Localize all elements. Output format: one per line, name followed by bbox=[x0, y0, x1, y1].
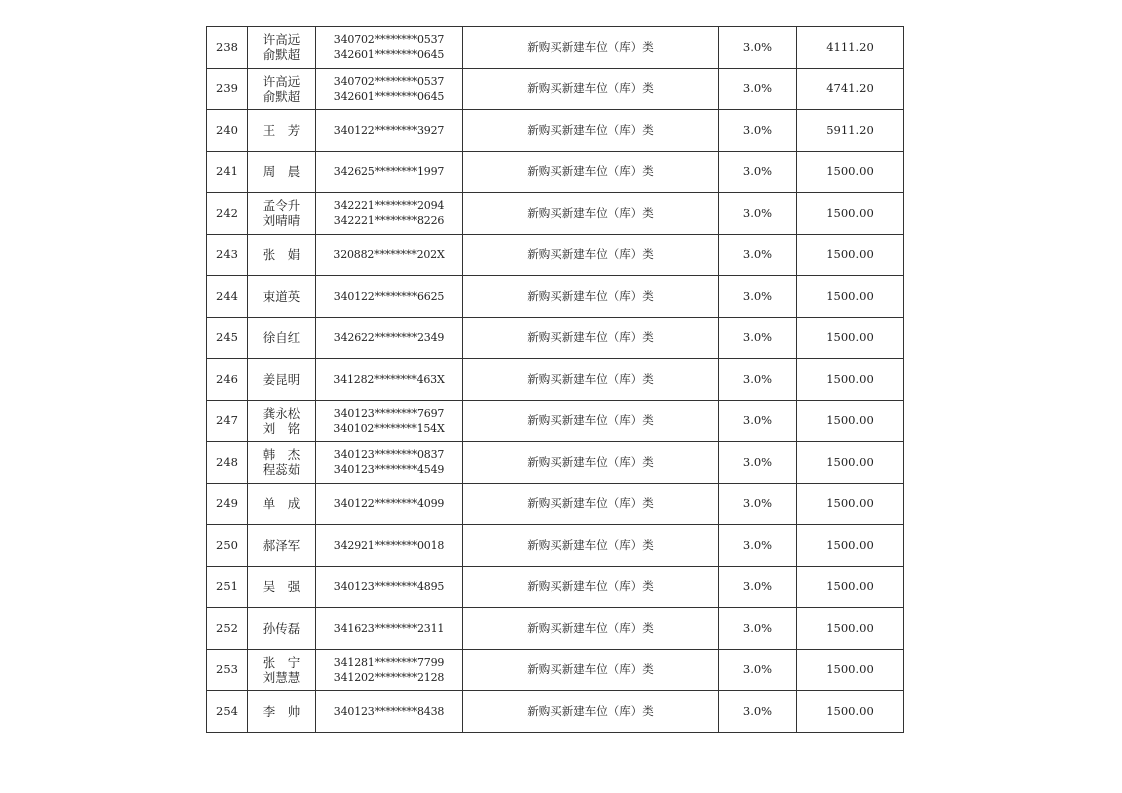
rate-cell: 3.0% bbox=[719, 649, 797, 691]
id-number: 340122********6625 bbox=[333, 289, 445, 303]
row-number-cell: 239 bbox=[207, 68, 248, 110]
id-number-cell bbox=[316, 110, 463, 152]
table-row bbox=[207, 442, 904, 484]
amount-cell: 1500.00 bbox=[797, 400, 904, 442]
id-number-cell bbox=[316, 359, 463, 401]
row-number-cell: 238 bbox=[207, 27, 248, 69]
applicant-name-cell bbox=[248, 151, 316, 193]
id-number: 342221********2094 bbox=[333, 199, 445, 213]
applicant-name: 张 娟 bbox=[262, 247, 301, 263]
row-number-cell: 244 bbox=[207, 276, 248, 318]
applicant-name-cell bbox=[248, 442, 316, 484]
rate-cell: 3.0% bbox=[719, 359, 797, 401]
amount-cell: 1500.00 bbox=[797, 151, 904, 193]
table-body bbox=[207, 27, 904, 733]
purchase-type-cell: 新购买新建车位（库）类 bbox=[463, 649, 719, 691]
id-number: 342601********0645 bbox=[333, 48, 445, 62]
row-number-cell: 249 bbox=[207, 483, 248, 525]
applicant-name: 俞默超 bbox=[262, 47, 301, 63]
applicant-name-cell bbox=[248, 27, 316, 69]
purchase-type-cell: 新购买新建车位（库）类 bbox=[463, 234, 719, 276]
applicant-name: 王 芳 bbox=[262, 122, 301, 138]
rate-cell: 3.0% bbox=[719, 691, 797, 733]
applicant-name: 郝泽军 bbox=[262, 537, 301, 553]
purchase-type-cell: 新购买新建车位（库）类 bbox=[463, 110, 719, 152]
table-row bbox=[207, 483, 904, 525]
applicant-name: 刘慧慧 bbox=[262, 669, 301, 685]
applicant-name-cell bbox=[248, 276, 316, 318]
rate-cell: 3.0% bbox=[719, 27, 797, 69]
purchase-type-cell: 新购买新建车位（库）类 bbox=[463, 525, 719, 567]
id-number: 340102********154X bbox=[333, 421, 445, 435]
purchase-type-cell: 新购买新建车位（库）类 bbox=[463, 276, 719, 318]
purchase-type-cell: 新购买新建车位（库）类 bbox=[463, 68, 719, 110]
table-row bbox=[207, 649, 904, 691]
row-number-cell: 242 bbox=[207, 193, 248, 235]
purchase-type-cell: 新购买新建车位（库）类 bbox=[463, 483, 719, 525]
id-number-cell bbox=[316, 151, 463, 193]
purchase-type-cell: 新购买新建车位（库）类 bbox=[463, 317, 719, 359]
row-number-cell: 253 bbox=[207, 649, 248, 691]
id-number: 340123********0837 bbox=[333, 448, 445, 462]
amount-cell: 4741.20 bbox=[797, 68, 904, 110]
rate-cell: 3.0% bbox=[719, 276, 797, 318]
table-row bbox=[207, 525, 904, 567]
applicant-name: 韩 杰 bbox=[262, 447, 301, 463]
rate-cell: 3.0% bbox=[719, 442, 797, 484]
applicant-name-cell bbox=[248, 566, 316, 608]
rate-cell: 3.0% bbox=[719, 608, 797, 650]
table-row bbox=[207, 400, 904, 442]
id-number: 340702********0537 bbox=[333, 33, 445, 47]
rate-cell: 3.0% bbox=[719, 317, 797, 359]
id-number-cell bbox=[316, 566, 463, 608]
purchase-type-cell: 新购买新建车位（库）类 bbox=[463, 400, 719, 442]
applicant-name: 刘 铭 bbox=[262, 420, 301, 436]
amount-cell: 1500.00 bbox=[797, 649, 904, 691]
table-row bbox=[207, 68, 904, 110]
amount-cell: 1500.00 bbox=[797, 442, 904, 484]
amount-cell: 1500.00 bbox=[797, 483, 904, 525]
id-number: 340122********4099 bbox=[333, 497, 445, 511]
applicant-name: 龚永松 bbox=[262, 405, 301, 421]
purchase-type-cell: 新购买新建车位（库）类 bbox=[463, 691, 719, 733]
id-number: 320882********202X bbox=[333, 248, 445, 262]
id-number-cell bbox=[316, 400, 463, 442]
table-row bbox=[207, 234, 904, 276]
id-number-cell bbox=[316, 234, 463, 276]
applicant-name: 单 成 bbox=[262, 496, 301, 512]
table-row bbox=[207, 566, 904, 608]
rate-cell: 3.0% bbox=[719, 234, 797, 276]
table-row bbox=[207, 359, 904, 401]
row-number-cell: 250 bbox=[207, 525, 248, 567]
subsidy-table bbox=[206, 26, 904, 733]
purchase-type-cell: 新购买新建车位（库）类 bbox=[463, 608, 719, 650]
id-number: 340123********7697 bbox=[333, 406, 445, 420]
applicant-name: 许高远 bbox=[262, 73, 301, 89]
amount-cell: 1500.00 bbox=[797, 359, 904, 401]
id-number-cell bbox=[316, 649, 463, 691]
table-row bbox=[207, 27, 904, 69]
applicant-name-cell bbox=[248, 608, 316, 650]
applicant-name: 李 帅 bbox=[262, 703, 301, 719]
table-row bbox=[207, 151, 904, 193]
rate-cell: 3.0% bbox=[719, 566, 797, 608]
id-number: 340702********0537 bbox=[333, 74, 445, 88]
rate-cell: 3.0% bbox=[719, 151, 797, 193]
id-number-cell bbox=[316, 525, 463, 567]
row-number-cell: 247 bbox=[207, 400, 248, 442]
applicant-name-cell bbox=[248, 400, 316, 442]
table-row bbox=[207, 608, 904, 650]
applicant-name: 程蕊茹 bbox=[262, 462, 301, 478]
purchase-type-cell: 新购买新建车位（库）类 bbox=[463, 566, 719, 608]
applicant-name: 吴 强 bbox=[262, 579, 301, 595]
id-number-cell bbox=[316, 483, 463, 525]
rate-cell: 3.0% bbox=[719, 68, 797, 110]
applicant-name-cell bbox=[248, 483, 316, 525]
id-number: 341623********2311 bbox=[333, 621, 445, 635]
id-number-cell bbox=[316, 691, 463, 733]
row-number-cell: 240 bbox=[207, 110, 248, 152]
id-number-cell bbox=[316, 27, 463, 69]
applicant-name: 徐自红 bbox=[262, 330, 301, 346]
id-number: 342921********0018 bbox=[333, 538, 445, 552]
row-number-cell: 245 bbox=[207, 317, 248, 359]
applicant-name: 孙传磊 bbox=[262, 620, 301, 636]
amount-cell: 1500.00 bbox=[797, 317, 904, 359]
applicant-name: 许高远 bbox=[262, 32, 301, 48]
applicant-name-cell bbox=[248, 68, 316, 110]
rate-cell: 3.0% bbox=[719, 525, 797, 567]
amount-cell: 1500.00 bbox=[797, 193, 904, 235]
rate-cell: 3.0% bbox=[719, 193, 797, 235]
applicant-name: 刘晴晴 bbox=[262, 213, 301, 229]
id-number-cell bbox=[316, 317, 463, 359]
id-number-cell bbox=[316, 68, 463, 110]
table-row bbox=[207, 110, 904, 152]
amount-cell: 1500.00 bbox=[797, 566, 904, 608]
row-number-cell: 243 bbox=[207, 234, 248, 276]
table-row bbox=[207, 193, 904, 235]
amount-cell: 4111.20 bbox=[797, 27, 904, 69]
purchase-type-cell: 新购买新建车位（库）类 bbox=[463, 442, 719, 484]
applicant-name-cell bbox=[248, 234, 316, 276]
id-number: 342625********1997 bbox=[333, 165, 445, 179]
applicant-name-cell bbox=[248, 525, 316, 567]
applicant-name: 俞默超 bbox=[262, 88, 301, 104]
table-row bbox=[207, 691, 904, 733]
id-number: 340123********8438 bbox=[333, 704, 445, 718]
applicant-name: 孟令升 bbox=[262, 198, 301, 214]
id-number: 340123********4895 bbox=[333, 580, 445, 594]
row-number-cell: 246 bbox=[207, 359, 248, 401]
applicant-name-cell bbox=[248, 691, 316, 733]
id-number: 341202********2128 bbox=[333, 670, 445, 684]
table-row bbox=[207, 317, 904, 359]
applicant-name-cell bbox=[248, 649, 316, 691]
rate-cell: 3.0% bbox=[719, 483, 797, 525]
purchase-type-cell: 新购买新建车位（库）类 bbox=[463, 359, 719, 401]
id-number: 341281********7799 bbox=[333, 655, 445, 669]
id-number-cell bbox=[316, 608, 463, 650]
applicant-name: 束道英 bbox=[262, 288, 301, 304]
amount-cell: 1500.00 bbox=[797, 234, 904, 276]
row-number-cell: 252 bbox=[207, 608, 248, 650]
applicant-name-cell bbox=[248, 317, 316, 359]
id-number: 341282********463X bbox=[333, 372, 445, 386]
id-number-cell bbox=[316, 276, 463, 318]
applicant-name-cell bbox=[248, 110, 316, 152]
id-number: 342622********2349 bbox=[333, 331, 445, 345]
id-number: 342221********8226 bbox=[333, 214, 445, 228]
amount-cell: 1500.00 bbox=[797, 525, 904, 567]
id-number-cell bbox=[316, 193, 463, 235]
rate-cell: 3.0% bbox=[719, 400, 797, 442]
amount-cell: 1500.00 bbox=[797, 691, 904, 733]
table-row bbox=[207, 276, 904, 318]
row-number-cell: 254 bbox=[207, 691, 248, 733]
subsidy-table-container bbox=[206, 26, 903, 733]
rate-cell: 3.0% bbox=[719, 110, 797, 152]
applicant-name: 姜昆明 bbox=[262, 371, 301, 387]
amount-cell: 5911.20 bbox=[797, 110, 904, 152]
purchase-type-cell: 新购买新建车位（库）类 bbox=[463, 193, 719, 235]
applicant-name: 张 宁 bbox=[262, 654, 301, 670]
id-number: 340123********4549 bbox=[333, 463, 445, 477]
row-number-cell: 241 bbox=[207, 151, 248, 193]
row-number-cell: 248 bbox=[207, 442, 248, 484]
amount-cell: 1500.00 bbox=[797, 276, 904, 318]
purchase-type-cell: 新购买新建车位（库）类 bbox=[463, 27, 719, 69]
row-number-cell: 251 bbox=[207, 566, 248, 608]
applicant-name: 周 晨 bbox=[262, 164, 301, 180]
purchase-type-cell: 新购买新建车位（库）类 bbox=[463, 151, 719, 193]
id-number: 340122********3927 bbox=[333, 123, 445, 137]
amount-cell: 1500.00 bbox=[797, 608, 904, 650]
applicant-name-cell bbox=[248, 193, 316, 235]
id-number: 342601********0645 bbox=[333, 89, 445, 103]
id-number-cell bbox=[316, 442, 463, 484]
applicant-name-cell bbox=[248, 359, 316, 401]
